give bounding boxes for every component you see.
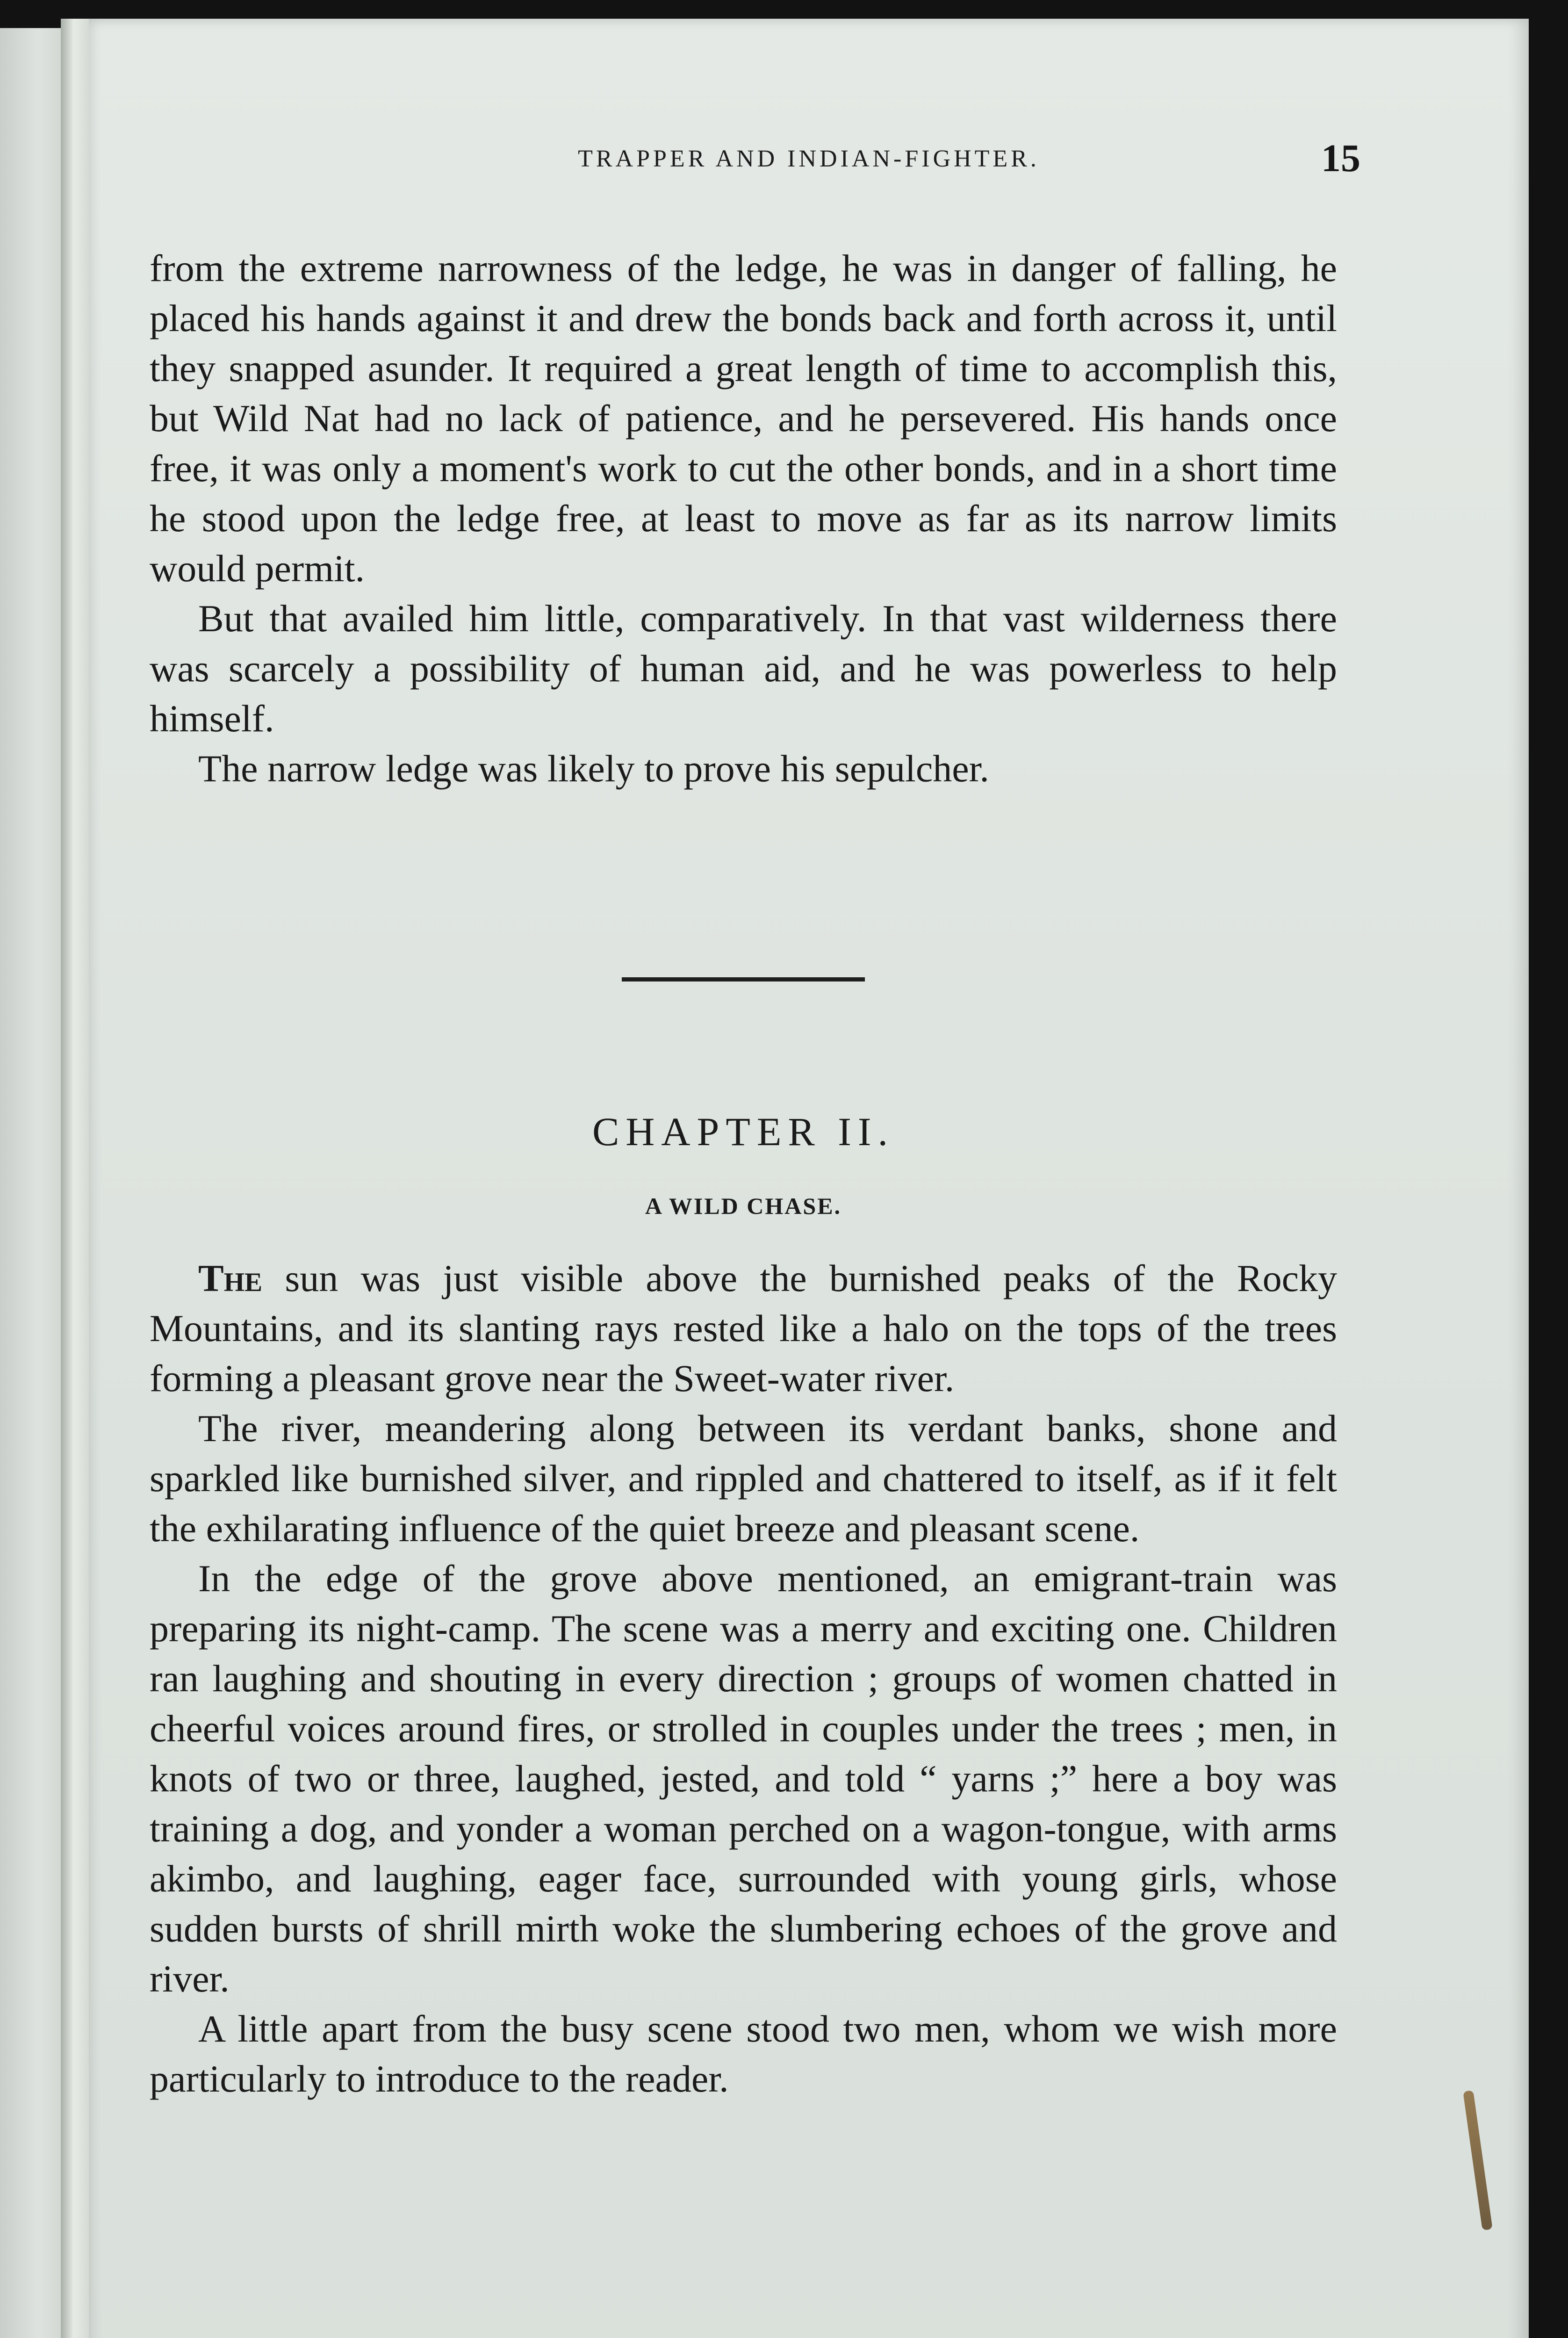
paragraph: The narrow ledge was likely to prove his sepulcher. [198, 747, 989, 790]
drop-word: The [198, 1257, 263, 1299]
body-text-bottom [150, 1253, 1337, 2104]
paragraph: The river, meandering along between its verdant banks, shone and sparkled like burnished silver, and rippled and chattered to itself, as if it felt the exhilarating influence of the quiet breeze and pleasant scene. [150, 1407, 1337, 1550]
section-rule [622, 977, 865, 981]
chapter-title: CHAPTER II. [592, 1109, 895, 1154]
pencil-mark [1463, 2090, 1493, 2230]
page-number: 15 [1321, 137, 1360, 180]
paragraph: from the extreme narrowness of the ledge, he was in danger of falling, he placed his hands against it and drew the bonds back and forth across it, until they snapped asunder. It required a great length of time to accomplish this, but Wild Nat had no lack of patience, and he persevered. His hands once free, it was only a moment's work to cut the other bonds, and in a short time he stood upon the ledge free, at least to move as far as its narrow limits would permit. [150, 247, 1337, 590]
running-head: TRAPPER AND INDIAN-FIGHTER. [578, 145, 1040, 172]
book-page [89, 19, 1529, 2338]
paragraph-text: sun was just visible above the burnished peaks of the Rocky Mountains, and its slanting rays rested like a halo on the tops of the trees forming a pleasant grove near the Sweet-water river. [150, 1257, 1337, 1400]
paragraph: But that availed him little, comparatively. In that vast wilderness there was scarcely a possibility of human aid, and he was powerless to help himself. [150, 597, 1337, 740]
chapter-subtitle: A WILD CHASE. [645, 1193, 842, 1219]
facing-page-edge [0, 28, 70, 2338]
paragraph: In the edge of the grove above mentioned, an emigrant-train was preparing its night-camp. The scene was a merry and exciting one. Children ran laughing and shouting in every direction ; groups of women chatted in cheerful voices around fires, or strolled in couples under the trees ; men, in knots of two or three, laughed, jested, and told “ yarns ;” here a boy was training a dog, and yonder a woman perched on a wagon-tongue, with arms akimbo, and laughing, eager face, surrounded with young girls, whose sudden bursts of shrill mirth woke the slumbering echoes of the grove and river. [150, 1557, 1337, 2000]
body-text-top [150, 243, 1337, 794]
paragraph [150, 1253, 1337, 1403]
paragraph: A little apart from the busy scene stood two men, whom we wish more particularly to introduce to the reader. [150, 2007, 1337, 2100]
